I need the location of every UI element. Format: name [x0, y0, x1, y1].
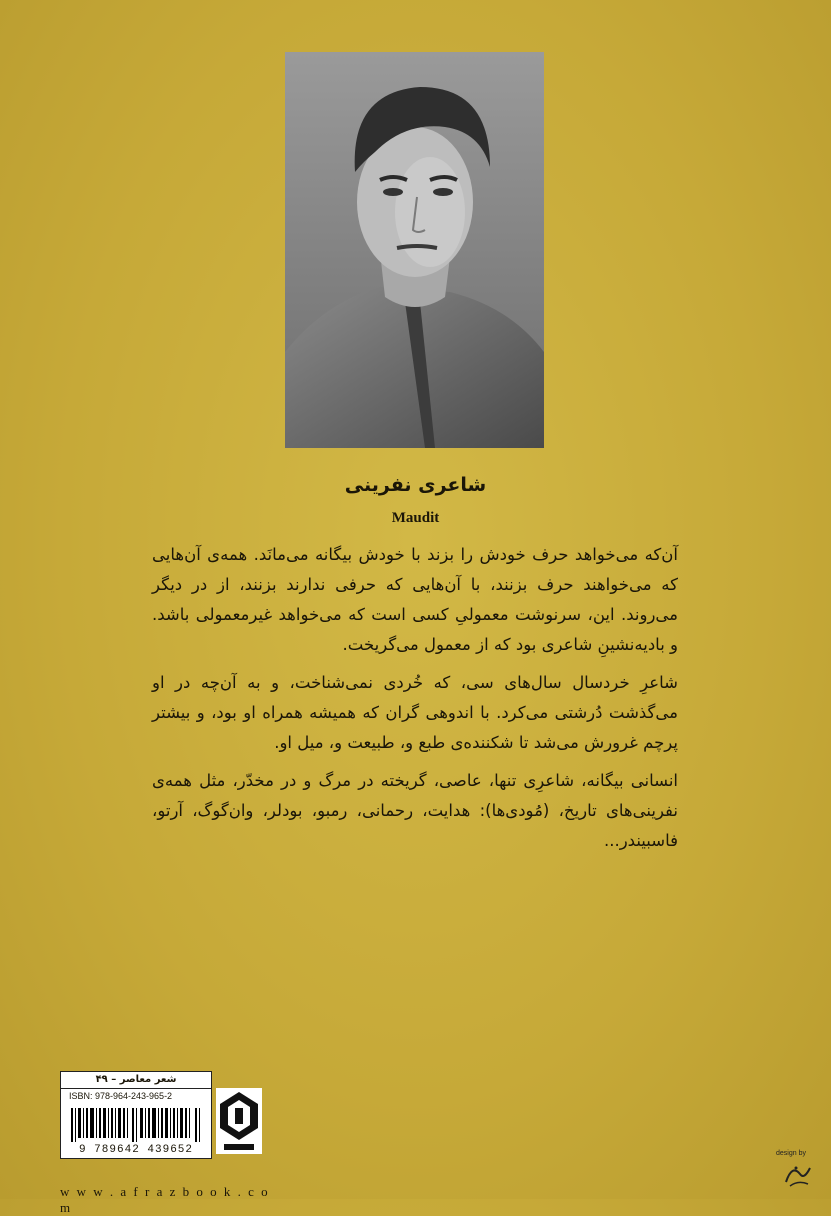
title-english: Maudit: [391, 510, 440, 526]
title-persian: شاعری نفرینی: [344, 474, 487, 496]
isbn-barcode-box: [60, 1071, 212, 1159]
barcode-icon: [69, 1108, 203, 1142]
website-url: w w w . a f r a z b o o k . c o m: [60, 1184, 270, 1215]
blurb-paragraph: انسانی بیگانه، شاعرِی تنها، عاصی، گریخته در مرگ و در مخدّر، مثل همه‌ی نفرینی‌های تاریخ، (مُودی‌ها): هدایت، رحمانی، رمبو، بودلر، وان‌گوگ، آرتو، فاسبیندر...: [152, 771, 678, 850]
isbn-label: ISBN: 978-964-243-965-2: [69, 1091, 173, 1101]
publisher-logo-icon: [216, 1088, 262, 1154]
series-label: شعر معاصر – ۴۹: [61, 1072, 211, 1089]
design-by-label: design by: [776, 1150, 806, 1157]
blurb-paragraph: آن‌که می‌خواهد حرف خودش را بزند با خودش بیگانه می‌مانَد. همه‌ی آن‌هایی که می‌خواهند حرف بزنند، با آن‌هایی که حرفی ندارند بزنند، از در دیگر می‌روند. این، سرنوشت معمولیِ کسی است که می‌خواهد غیرمعمولی باشد. و بادیه‌نشینِ شاعری بود که از معمول می‌گریخت.: [152, 545, 678, 654]
designer-signature-icon: [782, 1160, 814, 1190]
blurb-paragraph: شاعرِ خردسال سال‌های سی، که خُردی نمی‌شناخت، و به آن‌چه در او می‌گذشت دُرشتی می‌کرد. با اندوهی گران که همیشه همراه او بود، و بیشتر پرچم غرورش می‌شد تا شکننده‌ی طبع و، طبیعت و، میل او.: [152, 673, 678, 752]
author-portrait: [285, 52, 544, 448]
barcode-number: 9 789642 439652: [78, 1144, 194, 1156]
blurb-text: [152, 540, 678, 864]
